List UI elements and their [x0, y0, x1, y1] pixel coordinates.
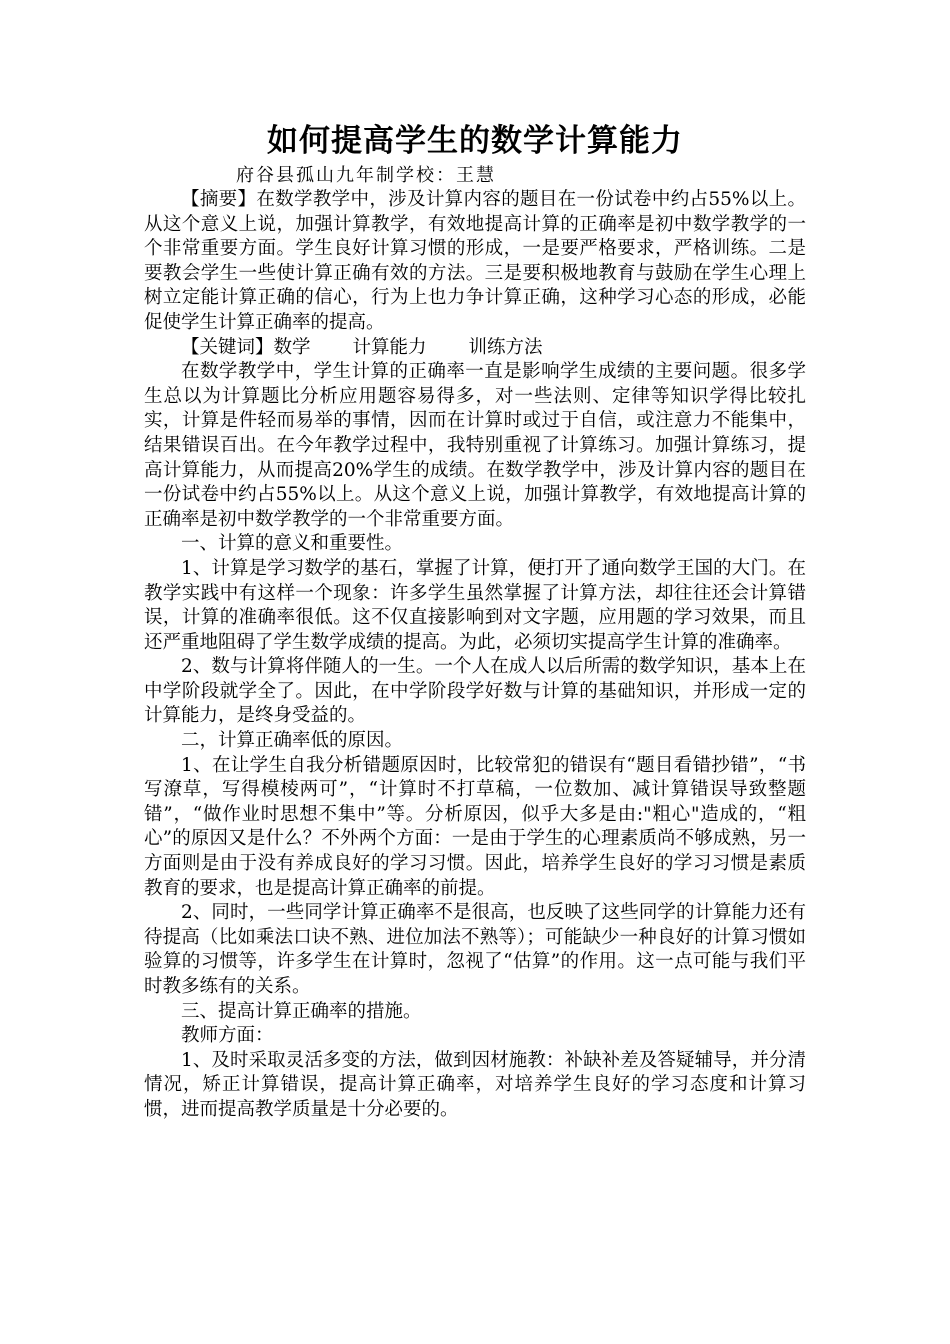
keyword-training-method: 训练方法: [468, 336, 543, 358]
keywords-line: [144, 336, 806, 361]
document-body: [144, 118, 806, 1123]
intro-paragraph: 在数学教学中，学生计算的正确率一直是影响学生成绩的主要问题。很多学生总以为计算题比分析应用题容易得多，对一些法则、定律等知识学得比较扎实，计算是件轻而易举的事情，因而在计算时或过于自信，或注意力不能集中，结果错误百出。在今年教学过程中，我特别重视了计算练习。加强计算练习，提高计算能力，从而提高20%学生的成绩。在数学教学中，涉及计算内容的题目在一份试卷中约占55%以上。从这个意义上说，加强计算教学，有效地提高计算的正确率是初中数学教学的一个非常重要方面。: [144, 361, 806, 530]
section-2-paragraph-2: 2、同时，一些同学计算正确率不是很高，也反映了这些同学的计算能力还有待提高（比如乘法口诀不熟、进位加法不熟等）；可能缺少一种良好的计算习惯如验算的习惯等，许多学生在计算时，忽视了“估算”的作用。这一点可能与我们平时教多练有的关系。: [144, 902, 806, 997]
keywords-label: 【关键词】数学: [181, 336, 311, 358]
section-3-paragraph-1: 1、及时采取灵活多变的方法，做到因材施教：补缺补差及答疑辅导，并分清情况，矫正计算错误，提高计算正确率，对培养学生良好的学习态度和计算习惯，进而提高教学质量是十分必要的。: [144, 1049, 806, 1120]
document-title: 如何提高学生的数学计算能力: [267, 123, 683, 159]
section-1-paragraph-2: 2、数与计算将伴随人的一生。一个人在成人以后所需的数学知识，基本上在中学阶段就学全了。因此，在中学阶段学好数与计算的基础知识，并形成一定的计算能力，是终身受益的。: [144, 656, 806, 727]
section-2-heading: 二，计算正确率低的原因。: [181, 730, 404, 752]
section-2-paragraph-1: 1、在让学生自我分析错题原因时，比较常犯的错误有“题目看错抄错”，“书写潦草，写得模棱两可”，“计算时不打草稿，一位数加、减计算错误导致整题错”，“做作业时思想不集中”等。分析原因，似乎大多是由:"粗心"造成的，“粗心”的原因又是什么？不外两个方面：一是由于学生的心理素质尚不够成熟，另一方面则是由于没有养成良好的学习习惯。因此，培养学生良好的学习习惯是素质教育的要求，也是提高计算正确率的前提。: [144, 754, 806, 899]
section-1-heading: 一、计算的意义和重要性。: [181, 533, 404, 555]
section-1-paragraph-1: 1、计算是学习数学的基石，掌握了计算，便打开了通向数学王国的大门。在教学实践中有这样一个现象：许多学生虽然掌握了计算方法，却往往还会计算错误，计算的准确率很低。这不仅直接影响到对文字题，应用题的学习效果，而且还严重地阻碍了学生数学成绩的提高。为此，必须切实提高学生计算的准确率。: [144, 557, 806, 653]
section-3-heading: 三、提高计算正确率的措施。: [181, 1000, 422, 1022]
author-line: 府谷县孤山九年制学校：王慧: [236, 165, 496, 186]
abstract-paragraph: 【摘要】在数学教学中，涉及计算内容的题目在一份试卷中约占55%以上。从这个意义上说，加强计算教学，有效地提高计算的正确率是初中数学教学的一个非常重要方面。学生良好计算习惯的形成，一是要严格要求，严格训练。二是要教会学生一些使计算正确有效的方法。三是要积极地教育与鼓励在学生心理上树立定能计算正确的信心，行为上也力争计算正确，这种学习心态的形成，必能促使学生计算正确率的提高。: [144, 189, 806, 333]
section-3-subheading: 教师方面：: [181, 1025, 274, 1047]
keyword-computing-ability: 计算能力: [352, 336, 427, 358]
